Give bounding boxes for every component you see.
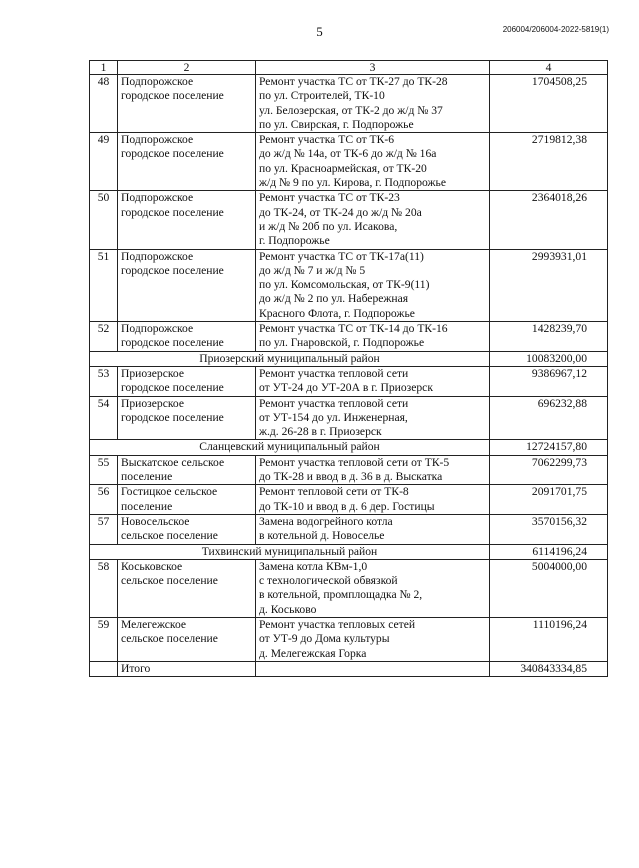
description-line: по ул. Красноармейская, от ТК-20 [259,161,427,175]
table-row [90,191,608,249]
row-number: 59 [90,617,118,661]
row-number: 55 [90,455,118,485]
description-line: Ремонт участка ТС от ТК-14 до ТК-16 [259,322,448,336]
region-name: Сланцевский муниципальный район [90,440,490,455]
description-line: Ремонт участка ТС от ТК-6 [259,133,395,147]
description-line: Ремонт тепловой сети от ТК-8 [259,485,409,499]
total-label: Итого [118,661,256,676]
description-line: д. Коськово [259,602,317,616]
description-line: в котельной д. Новосельe [259,529,385,543]
table-body [90,61,608,677]
row-number: 50 [90,191,118,249]
description-line: от УТ-9 до Дома культуры [259,632,390,646]
amount-value: 3570156,32 [490,514,608,544]
total-row [90,661,608,676]
row-number: 49 [90,133,118,191]
description-line: по ул. Гнаровской, г. Подпорожье [259,336,425,350]
settlement-name: Подпорожское городское поселение [118,133,256,191]
description-line: Красного Флота, г. Подпорожье [259,306,415,320]
region-amount: 6114196,24 [490,544,608,559]
budget-table [89,60,608,677]
column-header: 4 [490,61,608,75]
row-number: 56 [90,485,118,515]
total-amount: 340843334,85 [490,661,608,676]
work-description [256,75,490,133]
description-line: до ТК-24, от ТК-24 до ж/д № 20а [259,205,422,219]
settlement-name: Приозерское городское поселение [118,396,256,440]
amount-value: 1110196,24 [490,617,608,661]
work-description [256,514,490,544]
column-header: 1 [90,61,118,75]
amount-value: 696232,88 [490,396,608,440]
description-line: ул. Белозерская, от ТК-2 до ж/д № 37 [259,103,443,117]
description-line: от УТ-154 до ул. Инженерная, [259,410,408,424]
work-description [256,396,490,440]
work-description [256,366,490,396]
description-line: ж.д. 26-28 в г. Приозерск [259,425,382,439]
table-row [90,617,608,661]
description-line: по ул. Строителей, ТК-10 [259,89,385,103]
row-number: 54 [90,396,118,440]
description-line: до ТК-10 и ввод в д. 6 дер. Гостицы [259,499,435,513]
table-row [90,75,608,133]
amount-value: 1704508,25 [490,75,608,133]
region-subtotal-row [90,351,608,366]
row-number: 53 [90,366,118,396]
settlement-name: Подпорожское городское поселение [118,322,256,352]
description-line: до ж/д № 2 по ул. Набережная [259,292,409,306]
table-row [90,455,608,485]
description-line: Ремонт участка ТС от ТК-27 до ТК-28 [259,75,448,88]
description-line: Ремонт участка тепловых сетей [259,617,416,631]
amount-value: 7062299,73 [490,455,608,485]
description-line: Ремонт участка тепловой сети [259,366,409,380]
row-number: 52 [90,322,118,352]
page-number: 5 [316,24,323,39]
region-amount: 12724157,80 [490,440,608,455]
empty-cell [90,661,118,676]
settlement-name: Подпорожское городское поселение [118,249,256,321]
settlement-name: Выскатское сельское поселение [118,455,256,485]
row-number: 48 [90,75,118,133]
amount-value: 2719812,38 [490,133,608,191]
settlement-name: Подпорожское городское поселение [118,191,256,249]
description-line: Ремонт участка ТС от ТК-23 [259,191,400,205]
region-subtotal-row [90,544,608,559]
table-row [90,559,608,617]
row-number: 57 [90,514,118,544]
work-description [256,322,490,352]
description-line: до ж/д № 14а, от ТК-6 до ж/д № 16а [259,147,437,161]
table-row [90,366,608,396]
column-header: 3 [256,61,490,75]
empty-cell [256,661,490,676]
description-line: с технологической обвязкой [259,574,398,588]
amount-value: 2091701,75 [490,485,608,515]
table-row [90,396,608,440]
table-header-row [90,61,608,75]
settlement-name: Гостицкое сельское поселение [118,485,256,515]
column-header: 2 [118,61,256,75]
amount-value: 5004000,00 [490,559,608,617]
description-line: и ж/д № 20б по ул. Исакова, [259,219,398,233]
description-line: Замена водогрейного котла [259,514,393,528]
description-line: г. Подпорожье [259,234,330,248]
region-name: Тихвинский муниципальный район [90,544,490,559]
table-row [90,514,608,544]
table-row [90,249,608,321]
description-line: до ТК-28 и ввод в д. 36 в д. Выскатка [259,470,443,484]
amount-value: 9386967,12 [490,366,608,396]
settlement-name: Новосельское сельское поселение [118,514,256,544]
region-amount: 10083200,00 [490,351,608,366]
table-row [90,322,608,352]
work-description [256,559,490,617]
row-number: 51 [90,249,118,321]
description-line: Ремонт участка ТС от ТК-17а(11) [259,249,424,263]
description-line: по ул. Комсомольская, от ТК-9(11) [259,278,430,292]
amount-value: 1428239,70 [490,322,608,352]
work-description [256,133,490,191]
document-code: 206004/206004-2022-5819(1) [502,25,609,34]
settlement-name: Коськовское сельское поселение [118,559,256,617]
work-description [256,455,490,485]
row-number: 58 [90,559,118,617]
description-line: Замена котла КВм-1,0 [259,559,368,573]
region-subtotal-row [90,440,608,455]
description-line: до ж/д № 7 и ж/д № 5 [259,263,366,277]
work-description [256,485,490,515]
description-line: ж/д № 9 по ул. Кирова, г. Подпорожье [259,176,446,190]
description-line: Ремонт участка тепловой сети [259,396,409,410]
settlement-name: Приозерское городское поселение [118,366,256,396]
work-description [256,617,490,661]
amount-value: 2993931,01 [490,249,608,321]
description-line: в котельной, промплощадка № 2, [259,588,423,602]
amount-value: 2364018,26 [490,191,608,249]
table-row [90,485,608,515]
table-row [90,133,608,191]
settlement-name: Подпорожское городское поселение [118,75,256,133]
settlement-name: Мелегежское сельское поселение [118,617,256,661]
work-description [256,249,490,321]
description-line: от УТ-24 до УТ-20А в г. Приозерск [259,381,433,395]
description-line: д. Мелегежская Горка [259,646,367,660]
work-description [256,191,490,249]
region-name: Приозерский муниципальный район [90,351,490,366]
description-line: Ремонт участка тепловой сети от ТК-5 [259,455,450,469]
description-line: по ул. Свирская, г. Подпорожье [259,117,414,131]
